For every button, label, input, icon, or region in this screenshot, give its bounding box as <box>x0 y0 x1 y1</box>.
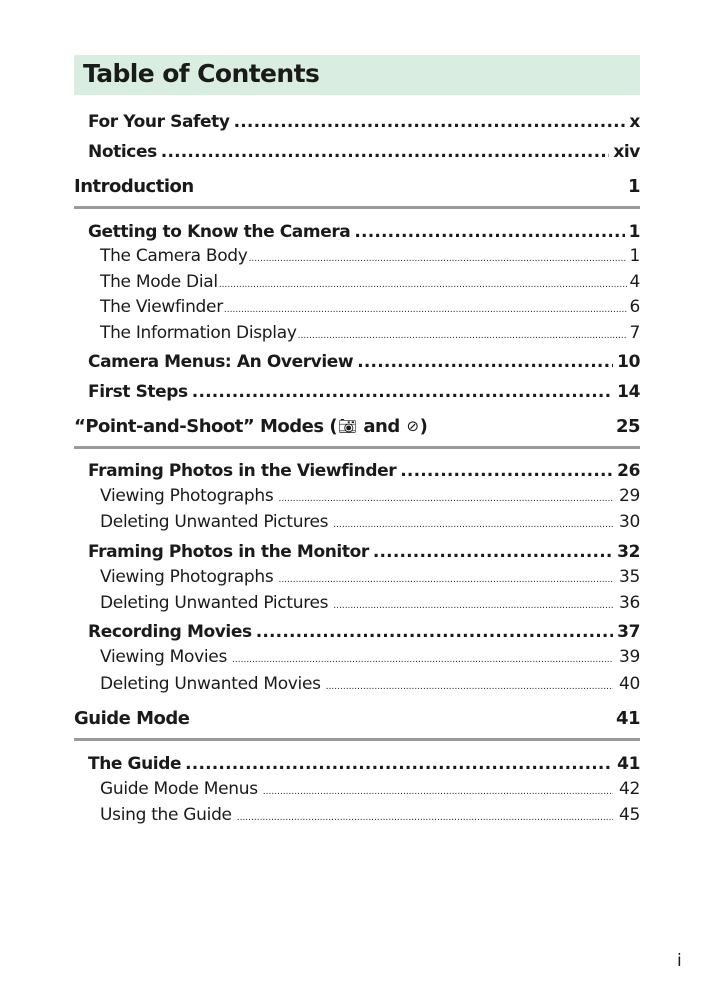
toc-entry-label: Viewing Photographs <box>100 486 274 506</box>
toc-entry-page: 7 <box>629 323 640 343</box>
toc-entry-page: 4 <box>629 272 640 292</box>
toc-subentry[interactable] <box>100 486 640 510</box>
dot-leader <box>298 331 628 341</box>
dot-leader <box>400 461 613 481</box>
toc-entry-label: Guide Mode Menus <box>100 779 258 799</box>
dot-leader <box>185 754 613 774</box>
section-divider <box>74 206 640 209</box>
toc-subentry[interactable] <box>100 593 640 617</box>
section-title: Introduction <box>74 176 194 197</box>
toc-entry[interactable] <box>88 622 640 646</box>
toc-entry-notices[interactable] <box>88 142 640 166</box>
page-title: Table of Contents <box>83 59 320 88</box>
dot-leader <box>326 682 613 692</box>
toc-entry-label: Deleting Unwanted Movies <box>100 674 321 694</box>
toc-entry[interactable] <box>88 352 640 376</box>
toc-entry-label: The Camera Body <box>100 246 248 266</box>
toc-entry-page: xiv <box>613 142 640 162</box>
toc-entry-page: 10 <box>617 352 640 372</box>
toc-entry-page: 26 <box>617 461 640 481</box>
toc-subentry[interactable] <box>100 674 640 698</box>
toc-entry-label: For Your Safety <box>88 112 230 132</box>
dot-leader <box>234 112 626 132</box>
toc-entry-page: 1 <box>628 222 640 242</box>
dot-leader <box>354 222 624 242</box>
section-page: 25 <box>615 416 640 437</box>
toc-entry-safety[interactable] <box>88 112 640 136</box>
toc-entry-page: 40 <box>618 674 640 694</box>
toc-subentry[interactable] <box>100 272 640 296</box>
section-title-suffix: ) <box>419 416 428 437</box>
toc-entry-label: Getting to Know the Camera <box>88 222 351 242</box>
toc-entry-page: 29 <box>618 486 640 506</box>
dot-leader <box>237 813 613 823</box>
flash-off-icon: ⊘ <box>406 417 419 435</box>
dot-leader <box>192 382 613 402</box>
toc-entry-label: The Information Display <box>100 323 297 343</box>
toc-entry-label: The Viewfinder <box>100 297 223 317</box>
toc-subentry[interactable] <box>100 297 640 321</box>
toc-entry-page: 39 <box>618 647 640 667</box>
toc-entry-page: 1 <box>629 246 640 266</box>
dot-leader <box>333 520 613 530</box>
dot-leader <box>278 494 613 504</box>
toc-entry-label: Viewing Movies <box>100 647 228 667</box>
section-title-prefix: “Point-and-Shoot” Modes ( <box>74 416 338 437</box>
dot-leader <box>263 787 613 797</box>
toc-entry-label: Framing Photos in the Viewfinder <box>88 461 397 481</box>
auto-mode-icon: 📷︎ <box>338 417 357 435</box>
toc-entry-label: First Steps <box>88 382 188 402</box>
dot-leader <box>232 655 613 665</box>
toc-subentry[interactable] <box>100 647 640 671</box>
toc-entry[interactable] <box>88 542 640 566</box>
section-page: 41 <box>615 708 640 729</box>
toc-entry-page: 41 <box>617 754 640 774</box>
toc-entry-page: x <box>629 112 640 132</box>
section-heading-introduction[interactable] <box>74 176 640 197</box>
toc-entry-page: 45 <box>618 805 640 825</box>
section-heading-guide-mode[interactable] <box>74 708 640 729</box>
toc-entry-label: The Mode Dial <box>100 272 218 292</box>
toc-subentry[interactable] <box>100 512 640 536</box>
toc-entry-page: 36 <box>618 593 640 613</box>
dot-leader <box>357 352 613 372</box>
section-title: Guide Mode <box>74 708 190 729</box>
section-page: 1 <box>627 176 640 197</box>
toc-entry-page: 14 <box>617 382 640 402</box>
toc-entry-page: 6 <box>629 297 640 317</box>
dot-leader <box>161 142 610 162</box>
toc-subentry[interactable] <box>100 323 640 347</box>
toc-entry-label: Deleting Unwanted Pictures <box>100 512 329 532</box>
toc-entry-label: The Guide <box>88 754 182 774</box>
dot-leader <box>278 575 613 585</box>
dot-leader <box>249 254 628 264</box>
toc-entry-label: Viewing Photographs <box>100 567 274 587</box>
toc-subentry[interactable] <box>100 779 640 803</box>
title-bar <box>74 55 640 95</box>
toc-entry[interactable] <box>88 222 640 246</box>
dot-leader <box>224 305 628 315</box>
toc-entry-label: Recording Movies <box>88 622 252 642</box>
dot-leader <box>373 542 613 562</box>
toc-entry[interactable] <box>88 382 640 406</box>
toc-entry-label: Notices <box>88 142 157 162</box>
toc-entry-label: Using the Guide <box>100 805 232 825</box>
dot-leader <box>333 601 613 611</box>
toc-entry[interactable] <box>88 461 640 485</box>
page-number: i <box>677 951 682 971</box>
toc-entry-page: 35 <box>618 567 640 587</box>
section-title <box>74 416 427 437</box>
toc-subentry[interactable] <box>100 805 640 829</box>
section-title-middle: and <box>357 416 406 437</box>
toc-entry-label: Framing Photos in the Monitor <box>88 542 369 562</box>
section-heading-point-and-shoot[interactable] <box>74 416 640 437</box>
toc-entry-page: 30 <box>618 512 640 532</box>
toc-entry-page: 42 <box>618 779 640 799</box>
dot-leader <box>219 280 628 290</box>
section-divider <box>74 446 640 449</box>
toc-entry-label: Camera Menus: An Overview <box>88 352 354 372</box>
toc-entry-label: Deleting Unwanted Pictures <box>100 593 329 613</box>
section-divider <box>74 738 640 741</box>
toc-subentry[interactable] <box>100 246 640 270</box>
dot-leader <box>256 622 613 642</box>
toc-entry-page: 37 <box>617 622 640 642</box>
toc-entry[interactable] <box>88 754 640 778</box>
toc-entry-page: 32 <box>617 542 640 562</box>
toc-subentry[interactable] <box>100 567 640 591</box>
